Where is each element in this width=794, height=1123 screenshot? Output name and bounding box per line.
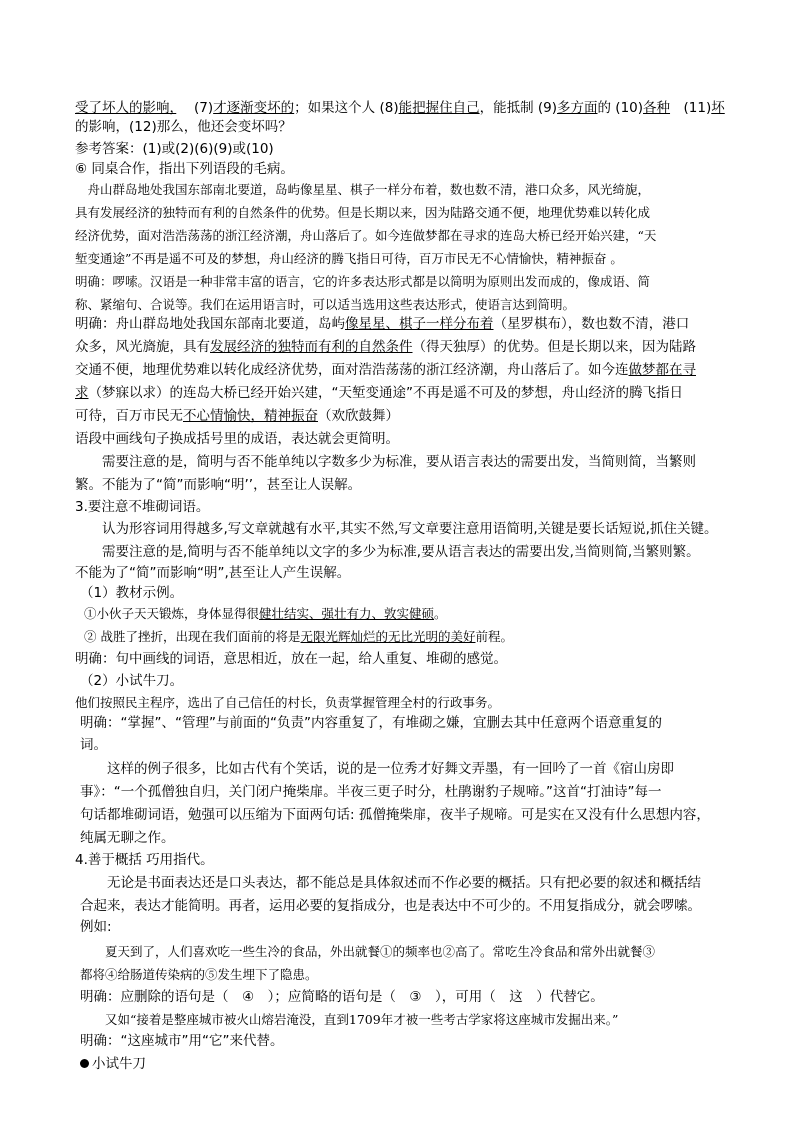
text-span: 堑变通途”不再是遥不可及的梦想，舟山经济的腾飞指日可待，百万市民无不心情愉快，精神振奋 。 (75, 251, 623, 266)
text-span: （1）教材示例。 (80, 585, 184, 601)
text-span: ⑥ 同桌合作，指出下列语段的毛病。 (75, 161, 294, 177)
text-span: 舟山群岛地处我国东部南北要道，岛屿像星星、棋子一样分布着，数也数不清，港口众多，风光绮旎， (75, 182, 651, 197)
answer-line (80, 735, 107, 755)
section-heading (75, 850, 214, 870)
subheading (80, 671, 183, 691)
text-span: 求 (75, 385, 89, 401)
text-span: （得天独厚）的优势。但是长期以来，因为陆路 (412, 339, 696, 355)
text-span: 认为形容词用得越多,写文章就越有水平,其实不然,写文章要注意用语简明,关键是要长话短说,抓住关键。 (75, 521, 718, 537)
example-line (84, 627, 513, 647)
text-span: 4.善于概括 巧用指代。 (75, 852, 214, 868)
text-span: 健壮结实、强壮有力、敦实健硕 (259, 606, 435, 621)
text-span: 纯属无聊之作。 (80, 830, 175, 846)
text-line (75, 117, 292, 137)
text-line (80, 873, 701, 893)
answer-line (75, 406, 399, 426)
text-span: 语段中画线句子换成括号里的成语，表达就会更简明。 (75, 431, 399, 447)
text-span: 明确：“掌握”、“管理”与前面的“负责”内容重复了，有堆砌之嫌，宜删去其中任意两个语意重复的 (80, 715, 662, 731)
text-span: 。 (434, 606, 447, 621)
text-span: 能把握住自己 (398, 100, 480, 116)
answer-line (80, 713, 662, 733)
text-span: 明确：舟山群岛地处我国东部南北要道，岛屿 (75, 316, 345, 332)
text-line (75, 98, 725, 118)
text-line (80, 759, 674, 779)
text-span: 受了坏人的影响， (75, 100, 177, 116)
exercise-heading (75, 159, 294, 179)
text-span: 像星星、棋子一样分布着 (345, 316, 494, 332)
text-span: (7) (176, 100, 214, 116)
text-line (75, 563, 350, 583)
text-span: 明确：句中画线的词语，意思相近，放在一起，给人重复、堆砌的感觉。 (75, 651, 507, 667)
example-line (80, 965, 318, 985)
text-span: （欢欣鼓舞） (318, 408, 399, 424)
text-line (80, 805, 710, 825)
example-line (75, 693, 500, 713)
text-span: 他们按照民主程序，选出了自己信任的村长，负责掌握管理全村的行政事务。 (75, 695, 501, 710)
text-span: 各种 (643, 100, 671, 116)
text-span: 句话都堆砌词语，勉强可以压缩为下面两句话: 孤僧掩柴扉，夜半子规啼。可是实在又没有什么思想内容， (80, 807, 710, 823)
text-span: 做梦都在寻 (628, 362, 696, 378)
text-line (75, 519, 717, 539)
text-line (80, 917, 112, 937)
answer-line (75, 314, 689, 334)
text-span: 坏 (711, 100, 725, 116)
text-line (75, 452, 696, 472)
text-span: 交通不便，地理优势难以转化成经济优势，面对浩浩荡荡的浙江经济潮，舟山落后了。如今连 (75, 362, 629, 378)
answer-line (75, 383, 683, 403)
text-span: 需要注意的是,简明与否不能单纯以文字的多少为标准,要从语言表达的需要出发,当简则简,当繁则繁。 (75, 544, 700, 560)
section-heading (80, 1054, 146, 1074)
answer-line (75, 337, 696, 357)
text-span: 例如: (80, 919, 112, 935)
text-span: 繁。不能为了“简”而影响“明’’，甚至让人误解。 (75, 477, 362, 493)
text-span: 3.要注意不堆砌词语。 (75, 499, 210, 515)
text-span: 称、紧缩句、合说等。我们在运用语言时，可以适当选用这些表达形式，使语言达到简明。 (75, 297, 576, 312)
text-span: (11) (670, 100, 712, 116)
answer-line (75, 272, 650, 292)
text-span: 词。 (80, 737, 107, 753)
text-span: 经济优势，面对浩浩荡荡的浙江经济潮，舟山落后了。如今连做梦都在寻求的连岛大桥已经开始兴建，“天 (75, 228, 657, 243)
text-span: 的 (10) (597, 100, 644, 116)
text-span: 具有发展经济的独特而有利的自然条件的优势。但是长期以来，因为陆路交通不便，地理优势难以转化成 (75, 205, 651, 220)
answer-line (80, 987, 604, 1007)
answer-key-line (75, 139, 274, 159)
text-span: （梦寐以求）的连岛大桥已经开始兴建，“天堑变通途”不再是遥不可及的梦想，舟山经济的腾飞指日 (88, 385, 683, 401)
answer-line (75, 360, 696, 380)
text-line (75, 542, 700, 562)
text-span: ①小伙子天天锻炼，身体显得很 (84, 606, 260, 621)
text-span: （2）小试牛刀。 (80, 673, 184, 689)
text-span: 无限光辉灿烂的无比光明的美好 (300, 629, 476, 644)
text-span: 多方面 (557, 100, 598, 116)
example-line (84, 604, 447, 624)
text-line (80, 828, 175, 848)
text-span: 这样的例子很多，比如古代有个笑话，说的是一位秀才好舞文弄墨，有一回吟了一首《宿山房即 (80, 761, 674, 777)
text-span: 需要注意的是，简明与否不能单纯以字数多少为标准，要从语言表达的需要出发，当简则简，当繁则 (75, 454, 696, 470)
text-line (80, 782, 661, 802)
text-span: ② 战胜了挫折，出现在我们面前的将是 (84, 629, 301, 644)
text-span: 都将④给肠道传染病的⑤发生埋下了隐患。 (80, 967, 318, 982)
passage-line (75, 226, 656, 246)
text-span: 无论是书面表达还是口头表达，都不能总是具体叙述而不作必要的概括。只有把必要的叙述和概括结 (80, 875, 701, 891)
text-span: 小试牛刀 (92, 1056, 146, 1072)
text-span: ，能抵制 (9) (479, 100, 558, 116)
text-span: 可待，百万市民无 (75, 408, 183, 424)
example-line (80, 942, 655, 962)
text-line (75, 475, 361, 495)
text-span: （星罗棋布），数也数不清，港口 (493, 316, 690, 332)
answer-line (75, 295, 575, 315)
answer-line (75, 649, 507, 669)
text-span: 不心情愉快，精神振奋 (183, 408, 318, 424)
text-span: 才逐渐变坏的 (213, 100, 295, 116)
text-span: 合起来，表达才能简明。再者，运用必要的复指成分，也是表达中不可少的。不用复指成分，就会啰嗦。 (80, 898, 701, 914)
bullet-icon (80, 1059, 89, 1068)
text-span: 明确：“这座城市”用“它”来代替。 (80, 1033, 284, 1049)
text-span: 不能为了“简”而影响“明”,甚至让人产生误解。 (75, 565, 351, 581)
text-span: 事》：“一个孤僧独自归，关门闭户掩柴扉。半夜三更子时分，杜鹃谢豹子规啼。”这首“打油诗”每一 (80, 784, 662, 800)
passage-line (75, 180, 650, 200)
text-span: ；如果这个人 (8) (294, 100, 399, 116)
text-span: 众多，风光旖旎，具有 (75, 339, 210, 355)
text-span: 明确：应删除的语句是（ ④ ）；应简略的语句是（ ③ ），可用（ 这 ）代替它。 (80, 989, 604, 1005)
text-span: 前程。 (475, 629, 514, 644)
text-span: 发展经济的独特而有利的自然条件 (210, 339, 413, 355)
text-span: 明确：啰嗦。汉语是一种非常丰富的语言，它的许多表达形式都是以简明为原则出发而成的，像成语、简 (75, 274, 651, 289)
example-line (80, 1010, 618, 1030)
passage-line (75, 203, 650, 223)
text-line (80, 896, 701, 916)
section-heading (75, 497, 209, 517)
text-span: 的影响，(12)那么，他还会变坏吗？ (75, 119, 292, 135)
text-line (75, 429, 399, 449)
text-span: 又如“接着是整座城市被火山熔岩淹没，直到1709年才被一些考古学家将这座城市发掘出来。” (80, 1012, 619, 1027)
text-span: 夏天到了，人们喜欢吃一些生冷的食品，外出就餐①的频率也②高了。常吃生冷食品和常外出就餐③ (80, 944, 656, 959)
passage-line (75, 249, 623, 269)
answer-line (80, 1031, 283, 1051)
subheading (80, 583, 183, 603)
text-span: 参考答案：(1)或(2)(6)(9)或(10) (75, 141, 274, 157)
